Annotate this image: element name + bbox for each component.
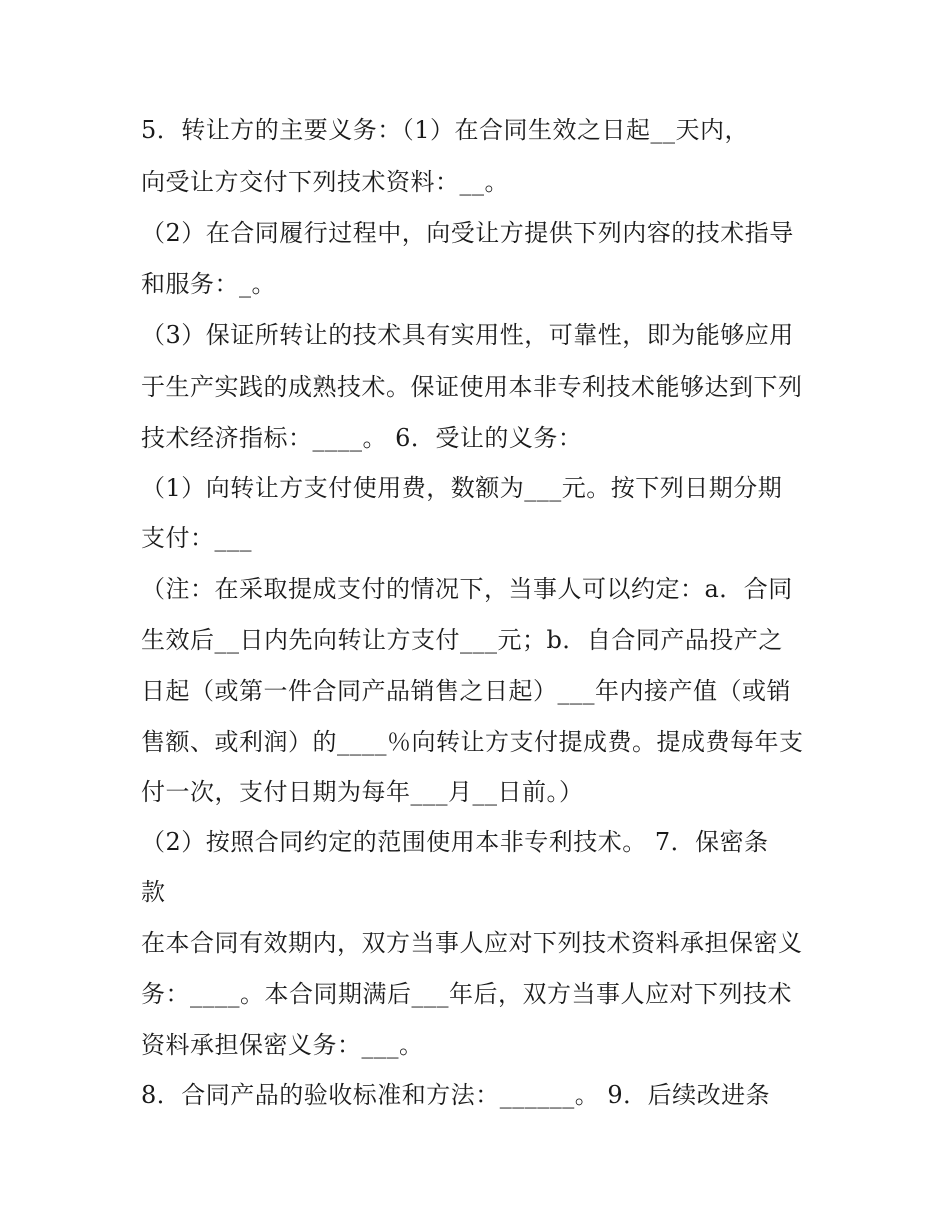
text-line: 8．合同产品的验收标准和方法：______。 9．后续改进条 bbox=[141, 1081, 771, 1109]
text-line: 款 bbox=[141, 878, 166, 906]
text-line: 售额、或利润）的____％向转让方支付提成费。提成费每年支 bbox=[141, 728, 804, 756]
text-line: 在本合同有效期内，双方当事人应对下列技术资料承担保密义 bbox=[141, 929, 803, 957]
text-line: 支付：___ bbox=[141, 524, 252, 552]
text-line: 付一次，支付日期为每年___月__日前。） bbox=[141, 778, 584, 806]
text-line: 于生产实践的成熟技术。保证使用本非专利技术能够达到下列 bbox=[141, 373, 803, 401]
text-line: （3）保证所转让的技术具有实用性，可靠性，即为能够应用 bbox=[141, 321, 794, 349]
text-line: 向受让方交付下列技术资料：__。 bbox=[141, 168, 509, 196]
text-line: （2）按照合同约定的范围使用本非专利技术。 7．保密条 bbox=[141, 828, 769, 856]
text-line: 日起（或第一件合同产品销售之日起）___年内接产值（或销 bbox=[141, 677, 791, 705]
text-line: 5．转让方的主要义务：（1）在合同生效之日起__天内， bbox=[141, 116, 750, 144]
text-line: （1）向转让方支付使用费，数额为___元。按下列日期分期 bbox=[141, 474, 783, 502]
text-line: 生效后__日内先向转让方支付___元；b．自合同产品投产之 bbox=[141, 626, 783, 654]
text-line: 务：____。本合同期满后___年后，双方当事人应对下列技术 bbox=[141, 980, 792, 1008]
text-line: 资料承担保密义务：___。 bbox=[141, 1031, 424, 1059]
text-line: 技术经济指标：____。 6．受让的义务： bbox=[141, 424, 583, 452]
text-line: 和服务：_。 bbox=[141, 270, 276, 298]
text-line: （注：在采取提成支付的情况下，当事人可以约定：a．合同 bbox=[141, 575, 793, 603]
text-line: （2）在合同履行过程中，向受让方提供下列内容的技术指导 bbox=[141, 219, 794, 247]
